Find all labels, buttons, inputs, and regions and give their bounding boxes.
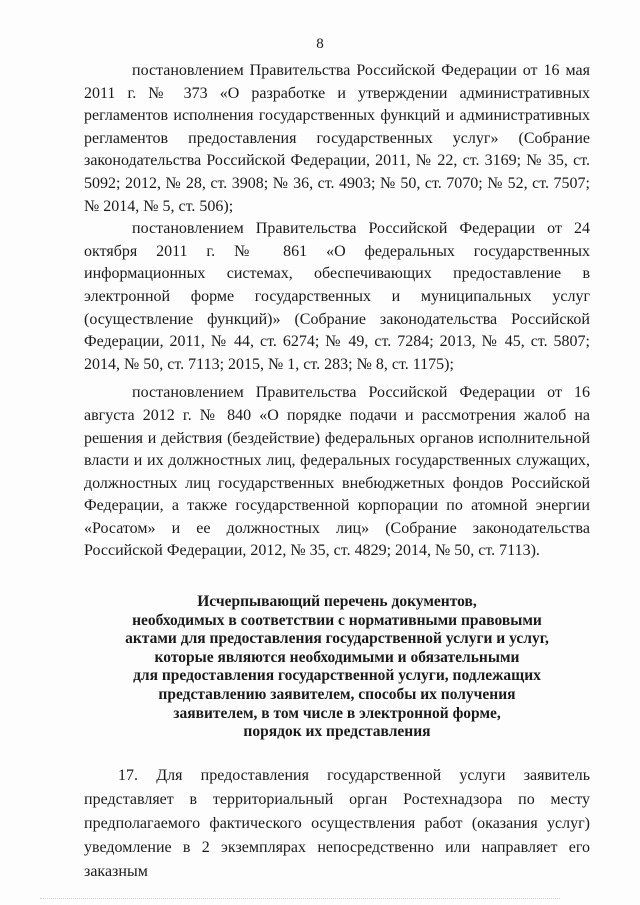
paragraph-decree-861 (84, 218, 590, 376)
paragraph-decree-840 (84, 382, 590, 563)
document-body (84, 60, 590, 884)
heading-line: актами для предоставления государственной услуги и услуг, (125, 630, 549, 648)
heading-line: необходимых в соответствии с нормативными правовыми (132, 611, 542, 629)
item-text: Для предоставления государственной услуги заявитель представляет в территориальный орган Ростехнадзора по месту предполагаемого фактического осуществления работ (оказания услуг) уведомление в 2 экземплярах непосредственно или направляет его заказным (84, 766, 590, 880)
paragraph-text: от 24 октября 2011 г. № 861 «О федеральных государственных информационных системах, обеспечивающих предоставление в электронной форме государственных и муниципальных услуг (осуществление функций)» (Собрание законодательства Российской Федерации, 2011, № 44, ст. 6274; № 49, ст. 7284; 2013, № 45, ст. 5807; 2014, № 50, ст. 7113; 2015, № 1, ст. 283; № 8, ст. 1175); (84, 220, 591, 373)
paragraph-lead: постановлением Правительства Российской Федерации (132, 220, 536, 238)
item-17 (84, 764, 590, 884)
paragraph-text: 2011 г. № 373 «О разработке и утверждении административных регламентов исполнения государственных функций и административных регламентов предоставления государственных услуг» (Собрание законодательства Российской Федерации, 2011, № 22, ст. 3169; № 35, ст. 5092; 2012, № 28, ст. 3908; № 36, ст. 4903; № 50, ст. 7070; № 52, ст. 7507; № 2014, № 5, ст. 506); (84, 84, 590, 215)
scan-artifact-line (40, 894, 560, 899)
heading-line: для предоставления государственной услуги, подлежащих (133, 667, 541, 685)
heading-line: которые являются необходимыми и обязательными (154, 648, 520, 666)
page-number: 8 (316, 36, 324, 52)
heading-line: заявителем, в том числе в электронной форме, (173, 704, 501, 722)
paragraph-text: от 16 августа 2012 г. № 840 «О порядке подачи и рассмотрения жалоб на решения и действия (бездействие) федеральных органов исполнительной власти и их должностных лиц, федеральных государственных служащих, должностных лиц государственных внебюджетных фондов Российской Федерации, а также государственной корпорации по атомной энергии «Росатом» и ее должностных лиц» (Собрание законодательства Российской Федерации, 2012, № 35, ст. 4829; 2014, № 50, ст. 7113). (84, 384, 591, 560)
paragraph-decree-373 (84, 60, 590, 218)
paragraph-lead: постановлением Правительства Российской Федерации от 16 мая (132, 62, 590, 79)
item-number: 17. (118, 766, 138, 784)
heading-line: порядок их представления (243, 723, 431, 741)
section-heading (84, 593, 590, 742)
paragraph-lead: постановлением Правительства Российской Федерации (132, 384, 536, 402)
heading-line: представлению заявителем, способы их получения (158, 686, 516, 704)
heading-line: Исчерпывающий перечень документов, (197, 593, 477, 611)
